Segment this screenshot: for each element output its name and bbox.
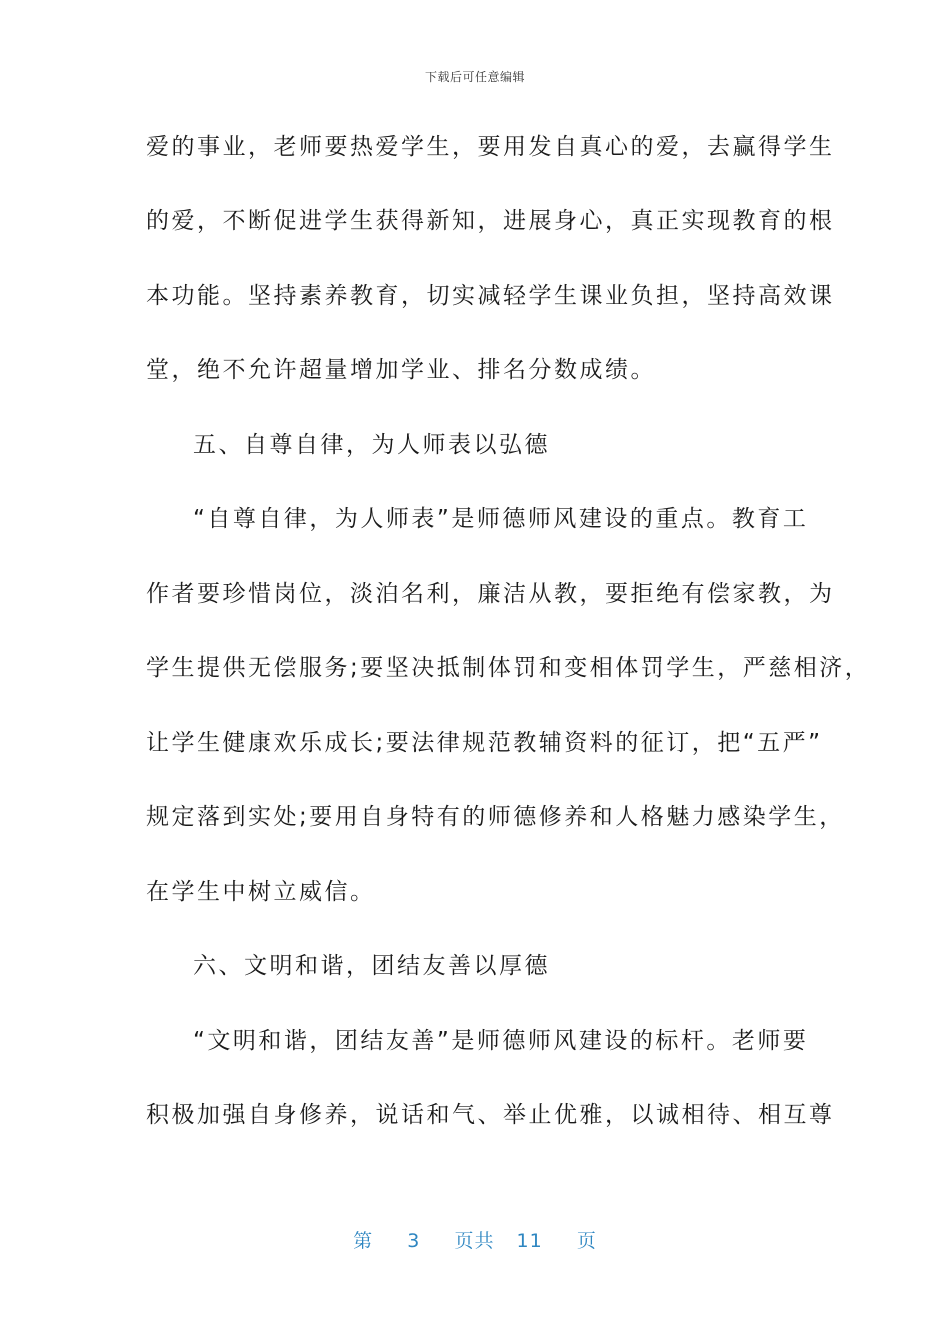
- body-line: 让学生健康欢乐成长;要法律规范教辅资料的征订，把“五严”: [146, 730, 823, 756]
- footer-prefix: 第: [353, 1230, 374, 1252]
- body-line: 在学生中树立威信。: [146, 879, 376, 905]
- body-line: “自尊自律，为人师表”是师德师风建设的重点。教育工: [193, 506, 809, 532]
- footer-suffix: 页: [576, 1230, 597, 1252]
- body-line: 堂，绝不允许超量增加学业、排名分数成绩。: [146, 357, 656, 383]
- page-number-footer: [0, 1226, 950, 1253]
- section-heading: 六、文明和谐，团结友善以厚德: [193, 953, 550, 979]
- body-line: “文明和谐，团结友善”是师德师风建设的标杆。老师要: [193, 1028, 809, 1054]
- body-line: 作者要珍惜岗位，淡泊名利，廉洁从教，要拒绝有偿家教，为: [146, 581, 835, 607]
- body-line: 爱的事业，老师要热爱学生，要用发自真心的爱，去赢得学生: [146, 134, 835, 160]
- footer-current-page: 3: [407, 1230, 421, 1252]
- body-line: 规定落到实处;要用自身特有的师德修养和人格魅力感染学生，: [146, 804, 845, 830]
- footer-total-pages: 11: [516, 1230, 543, 1252]
- body-line: 积极加强自身修养，说话和气、举止优雅，以诚相待、相互尊: [146, 1102, 835, 1128]
- body-line: 本功能。坚持素养教育，切实减轻学生课业负担，坚持高效课: [146, 283, 835, 309]
- header-note: 下载后可任意编辑: [424, 70, 525, 84]
- body-line: 学生提供无偿服务;要坚决抵制体罚和变相体罚学生，严慈相济，: [146, 655, 871, 681]
- section-heading: 五、自尊自律，为人师表以弘德: [193, 432, 550, 458]
- body-line: 的爱，不断促进学生获得新知，进展身心，真正实现教育的根: [146, 208, 835, 234]
- footer-middle: 页共: [454, 1230, 495, 1252]
